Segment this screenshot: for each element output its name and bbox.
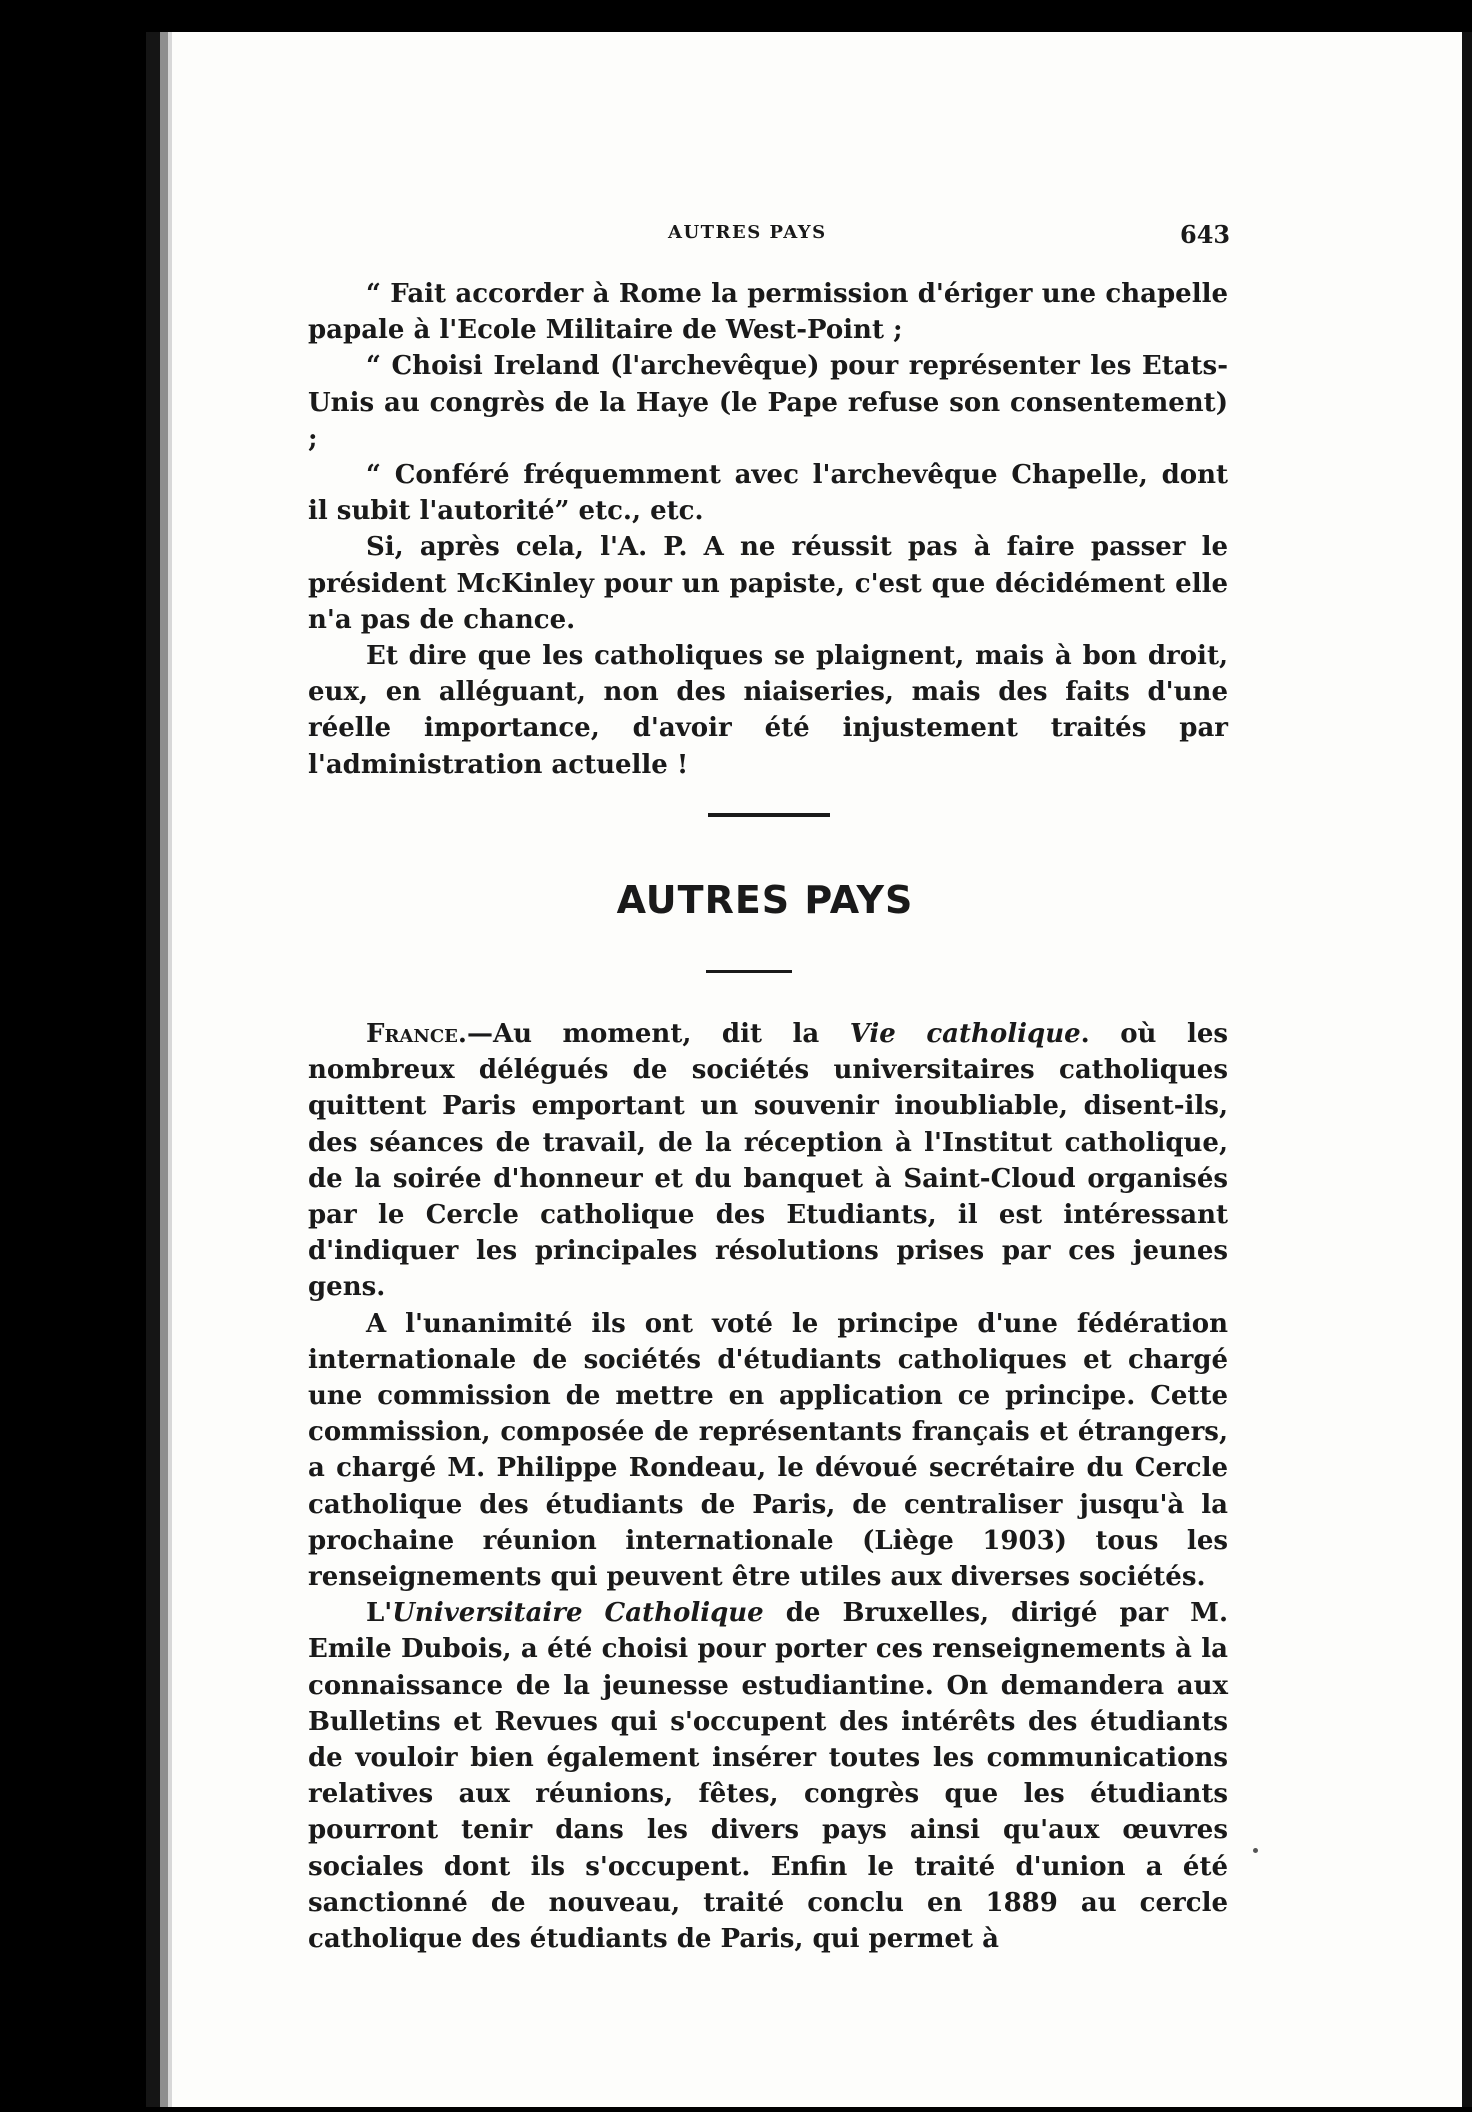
country-label: France. bbox=[366, 1019, 467, 1049]
heading-underline bbox=[706, 970, 792, 973]
paragraph-france bbox=[308, 1016, 1228, 1306]
text-run: de Bruxelles, dirigé par M. Emile Dubois, a été choisi pour porter ces renseignements à la connaissance de la jeunesse estudiantine. On demandera aux Bulletins et Revues qui s'occupent des intérêts des étudiants de vouloir bien également insérer toutes les communications relatives aux réunions, fêtes, congrès que les étudiants pourront tenir dans les divers pays ainsi qu'aux œuvres sociales dont ils s'occupent. Enfin le traité d'union a été sanctionné de nouveau, traité conclu en 1889 au cercle catholique des étudiants de Paris, qui permet à bbox=[308, 1598, 1229, 1955]
text-run: —Au moment, dit la bbox=[466, 1019, 850, 1049]
autres-pays-section bbox=[308, 1016, 1228, 1957]
paragraph: Et dire que les catholiques se plaignent, mais à bon droit, eux, en alléguant, non des niaiseries, mais des faits d'une réelle importance, d'avoir été injustement traités par l'administration actuelle ! bbox=[308, 641, 1228, 780]
paragraph: A l'unanimité ils ont voté le principe d'une fédération internationale de sociétés d'étudiants catholiques et chargé une commission de mettre en application ce principe. Cette commission, composée de représentants français et étrangers, a chargé M. Philippe Rondeau, le dévoué secrétaire du Cercle catholique des étudiants de Paris, de centraliser jusqu'à la prochaine réunion internationale (Liège 1903) tous les renseignements qui peuvent être utiles aux diverses sociétés. bbox=[308, 1308, 1228, 1593]
running-header: AUTRES PAYS bbox=[668, 222, 827, 243]
publication-title: Universitaire Catholique bbox=[392, 1598, 764, 1629]
page-binding-highlight bbox=[168, 32, 172, 2107]
paragraph: “ Conféré fréquemment avec l'archevêque Chapelle, dont il subit l'autorité” etc., etc. bbox=[308, 460, 1228, 527]
section-divider bbox=[708, 813, 830, 817]
publication-title: Vie catholique bbox=[849, 1019, 1081, 1049]
text-run: L' bbox=[366, 1598, 393, 1629]
paragraph: Si, après cela, l'A. P. A ne réussit pas à faire passer le président McKinley pour un papiste, c'est que décidément elle n'a pas de chance. bbox=[308, 532, 1228, 635]
paragraph: “ Choisi Ireland (l'archevêque) pour représenter les Etats-Unis au congrès de la Haye (le Pape refuse son consentement) ; bbox=[308, 351, 1228, 454]
page-binding-shadow bbox=[160, 32, 168, 2107]
ink-speck bbox=[1253, 1848, 1258, 1853]
paragraph bbox=[308, 1595, 1228, 1957]
text-run: . où les nombreux délégués de sociétés universitaires catholiques quittent Paris emportant un souvenir inoubliable, disent-ils, des séances de travail, de la réception à l'Institut catholique, de la soirée d'honneur et du banquet à Saint-Cloud organisés par le Cercle catholique des Etudiants, il est intéressant d'indiquer les principales résolutions prises par ces jeunes gens. bbox=[308, 1019, 1228, 1303]
page-number: 643 bbox=[1180, 220, 1231, 249]
top-section bbox=[308, 276, 1228, 783]
paragraph: “ Fait accorder à Rome la permission d'ériger une chapelle papale à l'Ecole Militaire de West-Point ; bbox=[308, 279, 1228, 346]
section-heading: AUTRES PAYS bbox=[616, 878, 914, 922]
page-binding-edge bbox=[146, 32, 160, 2107]
page-right-edge bbox=[1462, 32, 1472, 2107]
